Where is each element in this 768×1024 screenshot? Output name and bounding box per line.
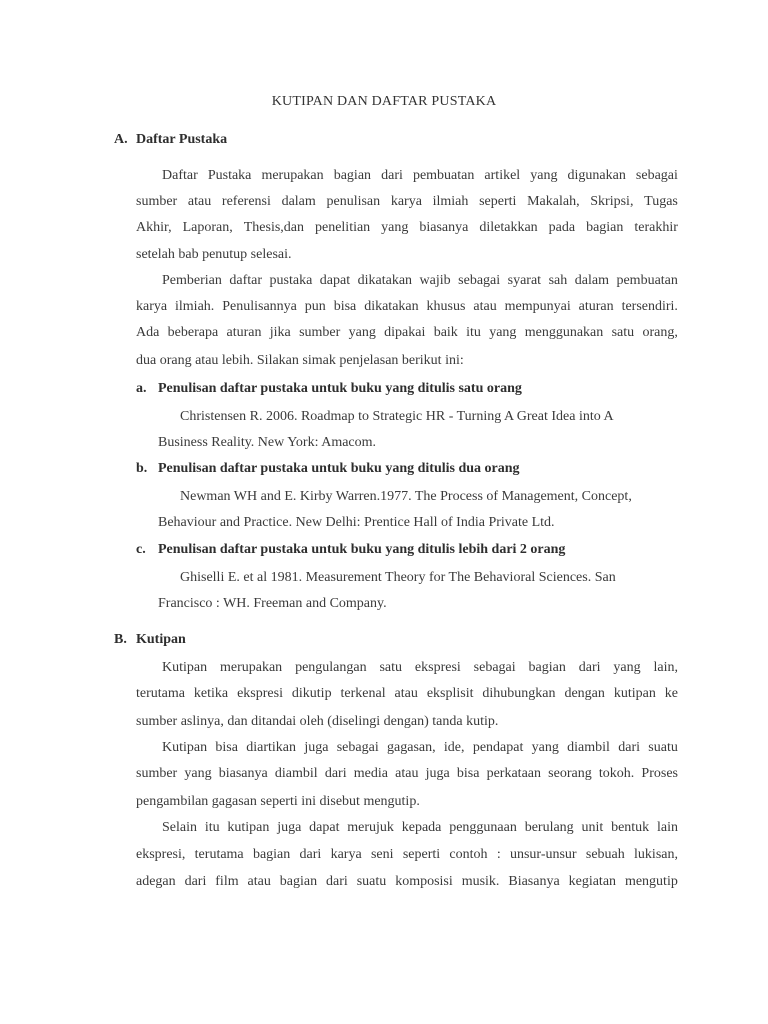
word: itu [466, 325, 481, 340]
section-b-para3-line3 [136, 874, 678, 890]
word: aturan [226, 325, 262, 340]
word: sebagai [635, 168, 678, 183]
word: ilmiah [432, 194, 469, 209]
word: seni [370, 847, 394, 862]
word: ke [664, 686, 678, 701]
word: : [496, 847, 501, 862]
word: Kutipan [162, 740, 208, 755]
word: dari [324, 766, 347, 781]
word: satu [611, 325, 635, 340]
word: bentuk [611, 820, 650, 835]
word: merujuk [347, 820, 394, 835]
word: atau [247, 874, 271, 889]
word: Selain [162, 820, 197, 835]
section-a-para1-line2 [136, 194, 678, 210]
section-a-heading: Daftar Pustaka [136, 132, 228, 147]
word: pada [548, 220, 576, 235]
word: yang [531, 740, 559, 755]
section-b-para3-line1 [162, 820, 678, 836]
word: aturan [578, 299, 614, 314]
word: atau [394, 686, 418, 701]
word: bagian [279, 874, 318, 889]
word: Pemberian [162, 273, 222, 288]
word: dikutip [291, 686, 332, 701]
word: tokoh. [598, 766, 635, 781]
word: yang [184, 766, 212, 781]
word: kepada [401, 820, 442, 835]
word: diartikan [246, 740, 297, 755]
section-b-para3-line2 [136, 847, 678, 863]
word: bagian [333, 168, 372, 183]
section-b-para1-line3: sumber aslinya, dan ditandai oleh (diselingi dengan) tanda kutip. [136, 714, 499, 729]
word: karya [136, 299, 168, 314]
word: diambil [567, 740, 610, 755]
word: Laporan, [182, 220, 233, 235]
section-a-para2-line1 [162, 273, 678, 289]
word: Penulisannya [222, 299, 297, 314]
word: dipakai [384, 325, 426, 340]
word: wajib [419, 273, 451, 288]
word: mempunyai [504, 299, 571, 314]
word: syarat [507, 273, 542, 288]
word: itu [204, 820, 220, 835]
section-a-para1-line1 [162, 168, 678, 184]
word: suatu [356, 874, 387, 889]
word: pendapat [472, 740, 524, 755]
word: juga [425, 766, 450, 781]
word: baik [433, 325, 458, 340]
section-b-heading: Kutipan [136, 632, 186, 647]
word: sebagai [336, 740, 379, 755]
word: dapat [319, 273, 351, 288]
word: sumber [136, 766, 178, 781]
word: daftar [229, 273, 263, 288]
word: pustaka [269, 273, 313, 288]
word: kegiatan [568, 874, 617, 889]
word: perkataan [486, 766, 542, 781]
section-a-para2-line4: dua orang atau lebih. Silakan simak penjelasan berikut ini: [136, 353, 464, 368]
word: yang [348, 325, 376, 340]
word: diambil [274, 766, 318, 781]
word: dari [578, 660, 601, 675]
item-a-heading: Penulisan daftar pustaka untuk buku yang ditulis satu orang [158, 381, 522, 396]
word: Kutipan [162, 660, 208, 675]
word: sebagai [458, 273, 501, 288]
word: dengan [564, 686, 605, 701]
word: adegan [136, 874, 176, 889]
word: ide, [443, 740, 465, 755]
word: dari [184, 874, 207, 889]
section-b-para1-line2 [136, 686, 678, 702]
item-a-ref-line1: Christensen R. 2006. Roadmap to Strategic HR - Turning A Great Idea into A [180, 409, 614, 424]
item-b-ref-line1: Newman WH and E. Kirby Warren.1977. The Process of Management, Concept, [180, 489, 632, 504]
word: seperti [479, 194, 517, 209]
word: Skripsi, [590, 194, 634, 209]
item-c-ref-line1: Ghiselli E. et al 1981. Measurement Theory for The Behavioral Sciences. San [180, 570, 616, 585]
word: eksplisit [426, 686, 474, 701]
word: terkenal [340, 686, 386, 701]
word: atau [187, 194, 212, 209]
word: bagian [528, 660, 566, 675]
word: dari [326, 874, 348, 889]
word: karya [330, 847, 362, 862]
item-a-marker: a. [136, 381, 147, 396]
word: seorang [548, 766, 592, 781]
word: mengutip [624, 874, 678, 889]
word: tersendiri. [621, 299, 678, 314]
word: referensi [221, 194, 271, 209]
word: jika [269, 325, 291, 340]
word: juga [304, 740, 329, 755]
word: terutama [136, 686, 185, 701]
item-c-marker: c. [136, 542, 146, 557]
word: dari [381, 168, 403, 183]
word: film [215, 874, 239, 889]
word: musik. [461, 874, 500, 889]
word: Akhir, [136, 220, 172, 235]
word: ketika [193, 686, 229, 701]
word: orang, [642, 325, 678, 340]
word: Tugas [644, 194, 678, 209]
word: Daftar [162, 168, 198, 183]
section-a-para1-line3 [136, 220, 678, 236]
item-c-ref-line2: Francisco : WH. Freeman and Company. [158, 596, 387, 611]
section-b-para2-line2 [136, 766, 678, 782]
word: atau [473, 299, 497, 314]
word: khusus [426, 299, 466, 314]
word: bagian [252, 847, 291, 862]
item-a-ref-line2: Business Reality. New York: Amacom. [158, 435, 377, 450]
word: bisa [215, 740, 238, 755]
word: Thesis,dan [243, 220, 304, 235]
word: gagasan, [387, 740, 436, 755]
word: penulisan [326, 194, 381, 209]
word: seperti [402, 847, 441, 862]
word: dapat [309, 820, 340, 835]
word: atau [395, 766, 419, 781]
word: sebuah [585, 847, 625, 862]
word: penggunaan [449, 820, 517, 835]
item-b-ref-line2: Behaviour and Practice. New Delhi: Prentice Hall of India Private Ltd. [158, 515, 555, 530]
word: sumber [299, 325, 341, 340]
word: lukisan, [634, 847, 678, 862]
word: Ada [136, 325, 160, 340]
word: unsur-unsur [509, 847, 577, 862]
word: artikel [484, 168, 521, 183]
section-a-marker: A. [114, 132, 128, 147]
word: yang [530, 168, 558, 183]
section-b-para1-line1 [162, 660, 678, 676]
word: beberapa [167, 325, 219, 340]
word: kutipan [613, 686, 656, 701]
word: sumber [136, 194, 178, 209]
word: yang [489, 325, 517, 340]
word: dihubungkan [482, 686, 556, 701]
word: dari [618, 740, 640, 755]
word: suatu [648, 740, 678, 755]
word: Proses [641, 766, 678, 781]
section-a-para2-line2 [136, 299, 678, 315]
word: terutama [194, 847, 244, 862]
page-title: KUTIPAN DAN DAFTAR PUSTAKA [271, 94, 497, 109]
word: pembuatan [616, 273, 678, 288]
word: diletakkan [479, 220, 538, 235]
word: karya [390, 194, 422, 209]
word: ekspresi [237, 686, 283, 701]
word: sah [548, 273, 568, 288]
word: bisa [333, 299, 357, 314]
word: bagian [586, 220, 624, 235]
word: berulang [524, 820, 574, 835]
item-b-heading: Penulisan daftar pustaka untuk buku yang ditulis dua orang [158, 461, 520, 476]
word: bisa [456, 766, 480, 781]
word: yang [381, 220, 409, 235]
word: Pustaka [207, 168, 252, 183]
word: pengulangan [295, 660, 367, 675]
word: contoh [449, 847, 488, 862]
section-b-para2-line3: pengambilan gagasan seperti ini disebut mengutip. [136, 794, 420, 809]
word: sebagai [473, 660, 516, 675]
word: satu [379, 660, 403, 675]
word: penelitian [314, 220, 371, 235]
word: menggunakan [524, 325, 604, 340]
word: ekspresi [414, 660, 461, 675]
word: pun [304, 299, 326, 314]
word: kutipan [227, 820, 270, 835]
word: dalam [574, 273, 609, 288]
word: dikatakan [364, 299, 419, 314]
word: media [353, 766, 388, 781]
section-b-para2-line1 [162, 740, 678, 756]
word: merupakan [261, 168, 324, 183]
word: dalam [281, 194, 316, 209]
word: dikatakan [357, 273, 413, 288]
section-b-marker: B. [114, 632, 127, 647]
word: terakhir [634, 220, 678, 235]
word: dari [299, 847, 322, 862]
word: merupakan [219, 660, 283, 675]
word: digunakan [567, 168, 626, 183]
item-c-heading: Penulisan daftar pustaka untuk buku yang ditulis lebih dari 2 orang [158, 542, 566, 557]
word: biasanya [218, 766, 268, 781]
word: unit [581, 820, 604, 835]
word: biasanya [419, 220, 469, 235]
word: yang [613, 660, 641, 675]
word: ekspresi, [136, 847, 186, 862]
word: lain, [653, 660, 678, 675]
word: komposisi [395, 874, 453, 889]
word: pembuatan [412, 168, 475, 183]
item-b-marker: b. [136, 461, 148, 476]
word: Biasanya [508, 874, 560, 889]
section-a-para2-line3 [136, 325, 678, 341]
word: ilmiah. [175, 299, 215, 314]
section-a-para1-line4: setelah bab penutup selesai. [136, 247, 292, 262]
word: juga [277, 820, 302, 835]
word: Makalah, [527, 194, 580, 209]
word: lain [657, 820, 678, 835]
